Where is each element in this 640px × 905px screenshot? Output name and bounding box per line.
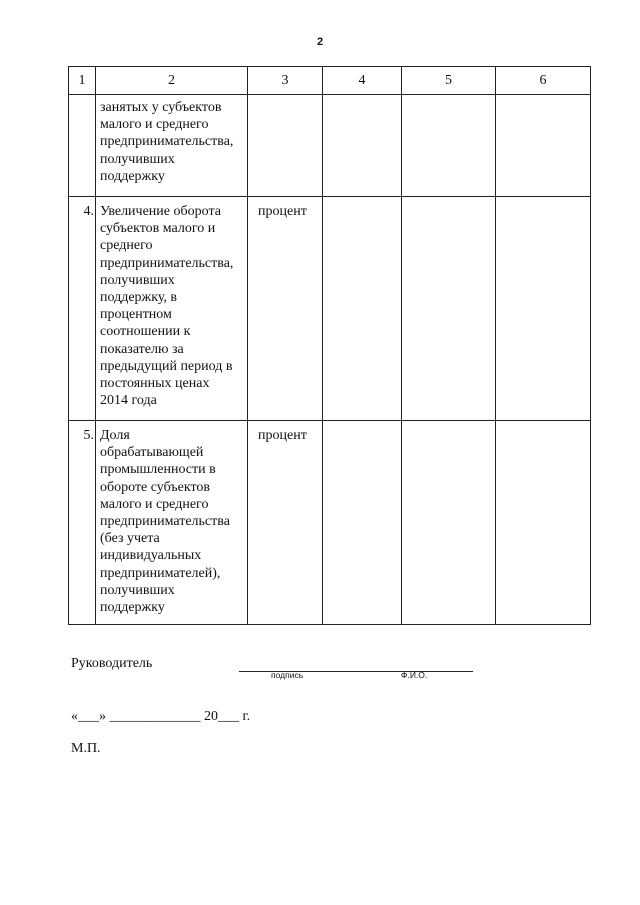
- table-row: [69, 95, 591, 197]
- value-cell-6: [496, 95, 591, 197]
- value-cell-4: [323, 197, 402, 421]
- value-cell-6: [496, 421, 591, 625]
- unit-of-measure: процент: [248, 197, 323, 421]
- stamp-placeholder: М.П.: [71, 741, 101, 756]
- table-row: [69, 421, 591, 625]
- value-cell-5: [402, 421, 496, 625]
- row-number: [69, 95, 96, 197]
- row-number: 5.: [69, 421, 96, 625]
- date-line: «___» _____________ 20___ г.: [71, 709, 251, 724]
- name-caption: Ф.И.О.: [401, 670, 428, 680]
- head-label: Руководитель: [71, 656, 153, 671]
- header-cell-2: 2: [96, 67, 248, 95]
- name-line: [325, 671, 473, 672]
- value-cell-4: [323, 421, 402, 625]
- table-header-row: [69, 67, 591, 95]
- indicator-name: Увеличение оборота субъектов малого и среднего предпринимательства, получивших поддержку, в процентном соотношении к показателю за предыдущий период в постоянных ценах 2014 года: [96, 197, 248, 421]
- unit-of-measure: [248, 95, 323, 197]
- value-cell-5: [402, 197, 496, 421]
- header-cell-1: 1: [69, 67, 96, 95]
- header-cell-4: 4: [323, 67, 402, 95]
- header-cell-5: 5: [402, 67, 496, 95]
- unit-of-measure: процент: [248, 421, 323, 625]
- signature-caption: подпись: [271, 670, 304, 680]
- value-cell-5: [402, 95, 496, 197]
- value-cell-6: [496, 197, 591, 421]
- header-cell-6: 6: [496, 67, 591, 95]
- report-table: [68, 66, 591, 625]
- indicator-name: занятых у субъектов малого и среднего предпринимательства, получивших поддержку: [96, 95, 248, 197]
- signature-block: [71, 656, 491, 686]
- row-number: 4.: [69, 197, 96, 421]
- header-cell-3: 3: [248, 67, 323, 95]
- indicator-name: Доля обрабатывающей промышленности в обороте субъектов малого и среднего предпринимательства (без учета индивидуальных предпринимателей), получивших поддержку: [96, 421, 248, 625]
- value-cell-4: [323, 95, 402, 197]
- table-row: [69, 197, 591, 421]
- page-number: 2: [316, 36, 324, 48]
